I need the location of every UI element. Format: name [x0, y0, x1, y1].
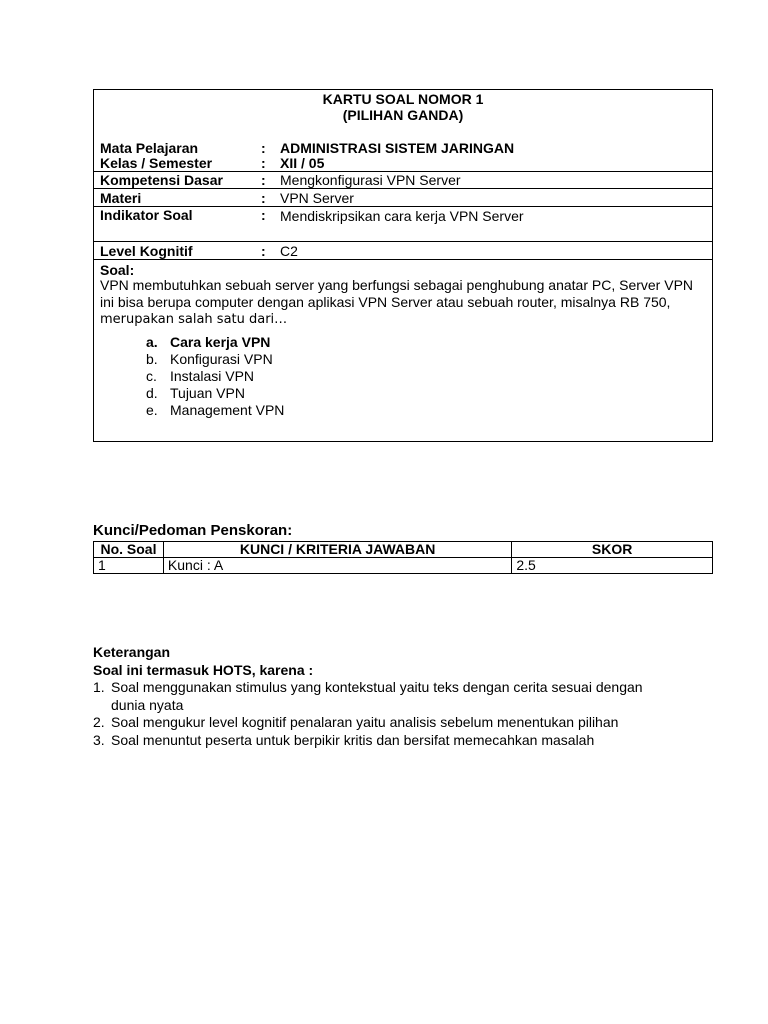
field-label-level-kognitif: Level Kognitif	[100, 243, 193, 259]
soal-line: ini bisa berupa computer dengan aplikasi VPN Server atau sebuah router, misalnya RB 750,	[100, 294, 671, 310]
option-letter: e.	[146, 402, 158, 418]
list-text: Soal menuntut peserta untuk berpikir kritis dan bersifat memecahkan masalah	[111, 731, 595, 748]
keterangan-list	[93, 679, 643, 749]
option-letter: d.	[146, 385, 158, 401]
field-value-indikator-soal: Mendiskripsikan cara kerja VPN Server	[280, 208, 524, 224]
field-colon: :	[261, 140, 266, 156]
keterangan-subheading: Soal ini termasuk HOTS, karena :	[93, 661, 314, 678]
field-value-kelas-semester: XII / 05	[280, 155, 325, 171]
field-colon: :	[261, 243, 266, 259]
question-card	[93, 89, 713, 442]
field-colon: :	[261, 207, 266, 223]
table-header-row	[94, 542, 713, 558]
field-label-mata-pelajaran: Mata Pelajaran	[100, 140, 199, 156]
option-text: Management VPN	[170, 402, 285, 418]
header-kunci: KUNCI / KRITERIA JAWABAN	[163, 542, 511, 558]
keterangan-section	[93, 644, 643, 749]
card-title: KARTU SOAL NOMOR 1	[322, 91, 484, 107]
option-text: Konfigurasi VPN	[170, 351, 273, 367]
option-d	[146, 385, 284, 402]
field-value-mata-pelajaran: ADMINISTRASI SISTEM JARINGAN	[280, 140, 515, 156]
list-text: Soal mengukur level kognitif penalaran yaitu analisis sebelum menentukan pilihan	[111, 714, 619, 730]
card-subtitle: (PILIHAN GANDA)	[342, 107, 464, 123]
field-colon: :	[261, 190, 266, 206]
table-row	[94, 558, 713, 574]
field-label-materi: Materi	[100, 190, 142, 206]
soal-line: merupakan salah satu dari…	[100, 312, 288, 327]
option-b	[146, 351, 284, 368]
keterangan-heading: Keterangan	[93, 644, 171, 660]
option-e	[146, 402, 284, 419]
cell-kunci: Kunci : A	[163, 558, 511, 574]
option-c	[146, 368, 284, 385]
soal-line: VPN membutuhkan sebuah server yang berfungsi sebagai penghubung anatar PC, Server VPN	[100, 277, 694, 293]
option-text: Cara kerja VPN	[170, 334, 271, 350]
list-number: 3.	[93, 731, 105, 748]
option-text: Instalasi VPN	[170, 368, 255, 384]
option-a	[146, 334, 284, 351]
option-letter: c.	[146, 368, 157, 384]
field-value-kompetensi-dasar: Mengkonfigurasi VPN Server	[280, 172, 461, 188]
row-divider	[94, 241, 712, 242]
field-label-indikator-soal: Indikator Soal	[100, 207, 193, 223]
field-label-kompetensi-dasar: Kompetensi Dasar	[100, 172, 223, 188]
header-skor: SKOR	[512, 542, 713, 558]
option-letter: a.	[146, 334, 158, 350]
field-label-kelas-semester: Kelas / Semester	[100, 155, 213, 171]
kunci-heading: Kunci/Pedoman Penskoran:	[93, 522, 293, 539]
field-colon: :	[261, 172, 266, 188]
row-divider	[94, 259, 712, 260]
list-item	[93, 732, 643, 750]
soal-stem	[100, 277, 706, 328]
list-text: Soal menggunakan stimulus yang kontekstual yaitu teks dengan cerita sesuai dengan	[111, 679, 643, 695]
row-divider	[94, 188, 712, 189]
option-text: Tujuan VPN	[170, 385, 245, 401]
list-item	[93, 679, 643, 714]
field-colon: :	[261, 155, 266, 171]
cell-skor: 2.5	[512, 558, 713, 574]
scoring-table	[93, 541, 713, 574]
list-text-cont: dunia nyata	[111, 696, 184, 713]
list-item	[93, 714, 643, 732]
list-number: 1.	[93, 679, 105, 695]
cell-no-soal: 1	[94, 558, 164, 574]
header-no-soal: No. Soal	[94, 542, 164, 558]
soal-label: Soal:	[100, 262, 135, 278]
field-value-materi: VPN Server	[280, 190, 354, 206]
option-letter: b.	[146, 351, 158, 367]
field-value-level-kognitif: C2	[280, 243, 298, 259]
list-number: 2.	[93, 714, 105, 730]
answer-options	[146, 334, 284, 419]
